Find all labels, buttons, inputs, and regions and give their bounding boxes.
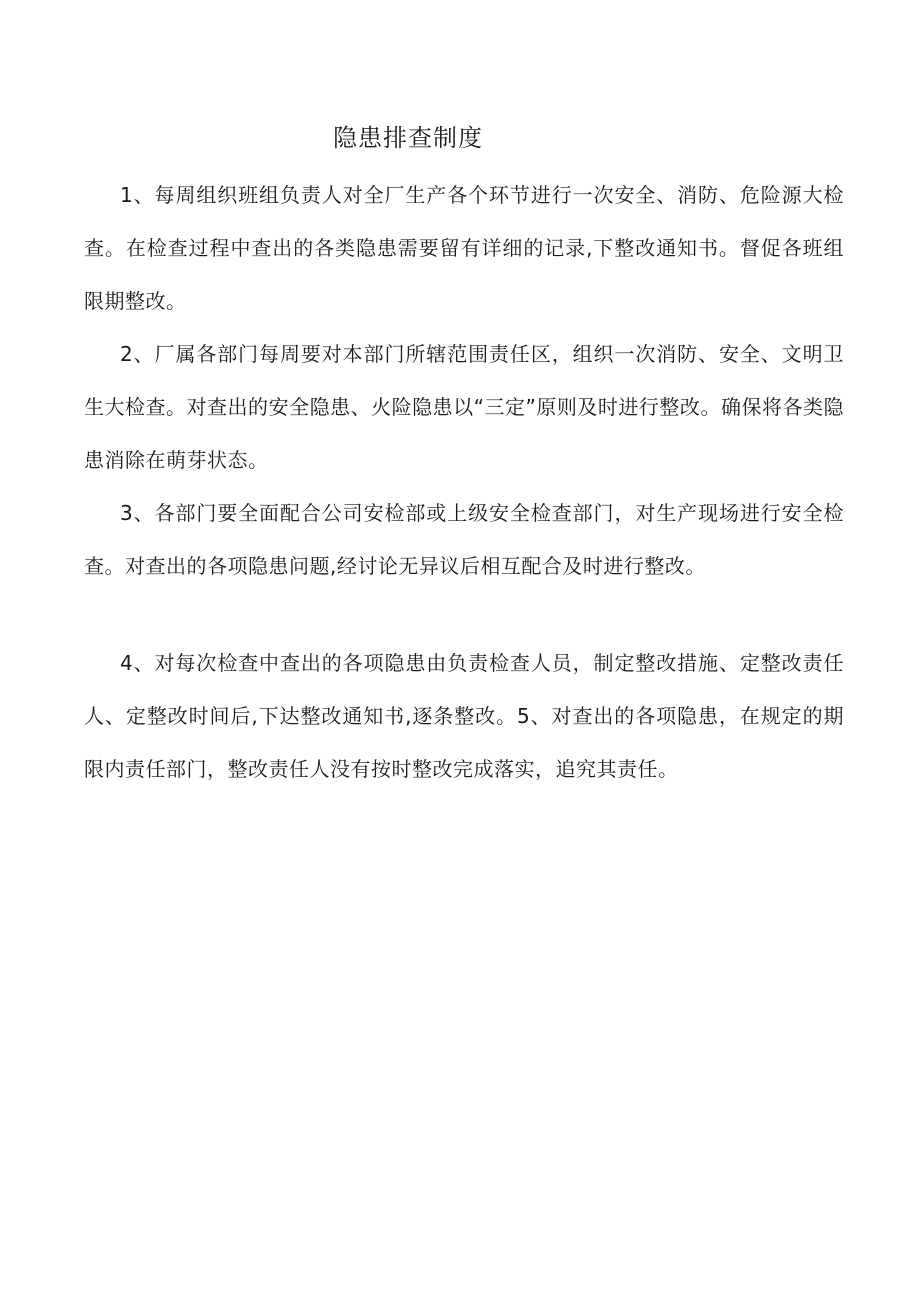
paragraph-1: 1、每周组织班组负责人对全厂生产各个环节进行一次安全、消防、危险源大检查。在检查过程中查出的各类隐患需要留有详细的记录,下整改通知书。督促各班组限期整改。: [84, 183, 844, 313]
document-title: 隐患排查制度: [333, 124, 483, 152]
paragraph-3: 3、各部门要全面配合公司安检部或上级安全检查部门，对生产现场进行安全检查。对查出的各项隐患问题,经讨论无异议后相互配合及时进行整改。: [84, 501, 844, 578]
paragraph-gap: [84, 593, 844, 637]
document-body: [84, 169, 844, 796]
paragraph-4: 4、对每次检查中查出的各项隐患由负责检查人员，制定整改措施、定整改责任人、定整改时间后,下达整改通知书,逐条整改。5、对查出的各项隐患，在规定的期限内责任部门，整改责任人没有按时整改完成落实，追究其责任。: [84, 651, 844, 781]
paragraph-2: 2、厂属各部门每周要对本部门所辖范围责任区，组织一次消防、安全、文明卫生大检查。对查出的安全隐患、火险隐患以“三定”原则及时进行整改。确保将各类隐患消除在萌芽状态。: [84, 342, 844, 472]
